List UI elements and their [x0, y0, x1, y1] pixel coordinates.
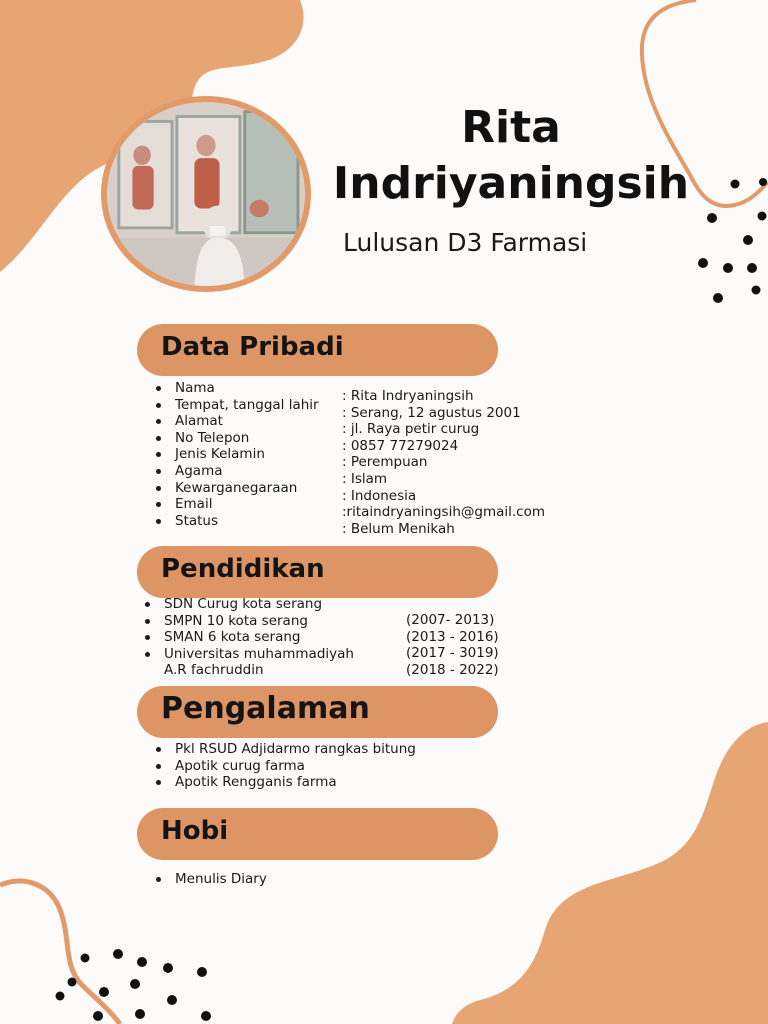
- section-header-pendidikan: [137, 546, 498, 598]
- section-title: Pendidikan: [161, 554, 325, 584]
- email-value: :ritaindryaningsih@gmail.com: [342, 504, 545, 521]
- section-header-pengalaman: [137, 686, 498, 738]
- section-header-data-pribadi: [137, 324, 498, 376]
- top-right-dots: [698, 178, 767, 303]
- list-item: Universitas muhammadiyah: [145, 646, 354, 663]
- list-item: Nama: [156, 380, 319, 397]
- name-first: Rita: [461, 102, 561, 153]
- value: : Indonesia: [342, 487, 417, 504]
- list-item: Kewarganegaraan: [156, 480, 319, 497]
- value: : Rita Indryaningsih: [342, 388, 474, 404]
- list-item: Pkl RSUD Adjidarmo rangkas bitung: [156, 741, 416, 758]
- hobi-list: [156, 871, 267, 888]
- year-range: (2013 - 2016): [406, 628, 499, 645]
- list-item: Jenis Kelamin: [156, 446, 319, 463]
- list-item: Tempat, tanggal lahir: [156, 397, 319, 414]
- list-item: SDN Curug kota serang: [145, 596, 354, 613]
- value: : 0857 77279024: [342, 437, 459, 454]
- list-item: SMAN 6 kota serang: [145, 629, 354, 646]
- list-item: Apotik Rengganis farma: [156, 774, 416, 791]
- pengalaman-list: [156, 741, 416, 791]
- pendidikan-list: [145, 596, 354, 662]
- value: : Islam: [342, 470, 388, 487]
- section-header-hobi: [137, 808, 498, 860]
- list-item-continuation: A.R fachruddin: [164, 662, 264, 678]
- section-title: Hobi: [161, 816, 229, 846]
- name-last: Indriyaningsih: [332, 158, 690, 209]
- bottom-right-blob: [452, 722, 768, 1024]
- section-title: Data Pribadi: [161, 332, 344, 362]
- list-item: SMPN 10 kota serang: [145, 613, 354, 630]
- list-item: Alamat: [156, 413, 319, 430]
- list-item: Status: [156, 513, 319, 530]
- pendidikan-years: [406, 612, 499, 678]
- section-title: Pengalaman: [161, 691, 370, 726]
- list-item: Menulis Diary: [156, 871, 267, 888]
- value: : Serang, 12 agustus 2001: [342, 404, 521, 421]
- value: : jl. Raya petir curug: [342, 421, 480, 438]
- bottom-left-curve-line: [0, 881, 120, 1024]
- list-item: Agama: [156, 463, 319, 480]
- data-pribadi-values: [342, 388, 545, 537]
- year-range: (2007- 2013): [406, 612, 495, 628]
- list-item: Email: [156, 496, 319, 513]
- list-item: No Telepon: [156, 430, 319, 447]
- photo-illustration: [107, 102, 305, 286]
- full-name: [316, 100, 706, 212]
- year-range: (2018 - 2022): [406, 661, 499, 678]
- subtitle: Lulusan D3 Farmasi: [343, 228, 588, 257]
- value: : Perempuan: [342, 454, 428, 471]
- data-pribadi-labels: [156, 380, 319, 529]
- profile-photo: [101, 96, 311, 292]
- list-item: Apotik curug farma: [156, 758, 416, 775]
- value: : Belum Menikah: [342, 520, 455, 537]
- year-range: (2017 - 3019): [406, 645, 499, 662]
